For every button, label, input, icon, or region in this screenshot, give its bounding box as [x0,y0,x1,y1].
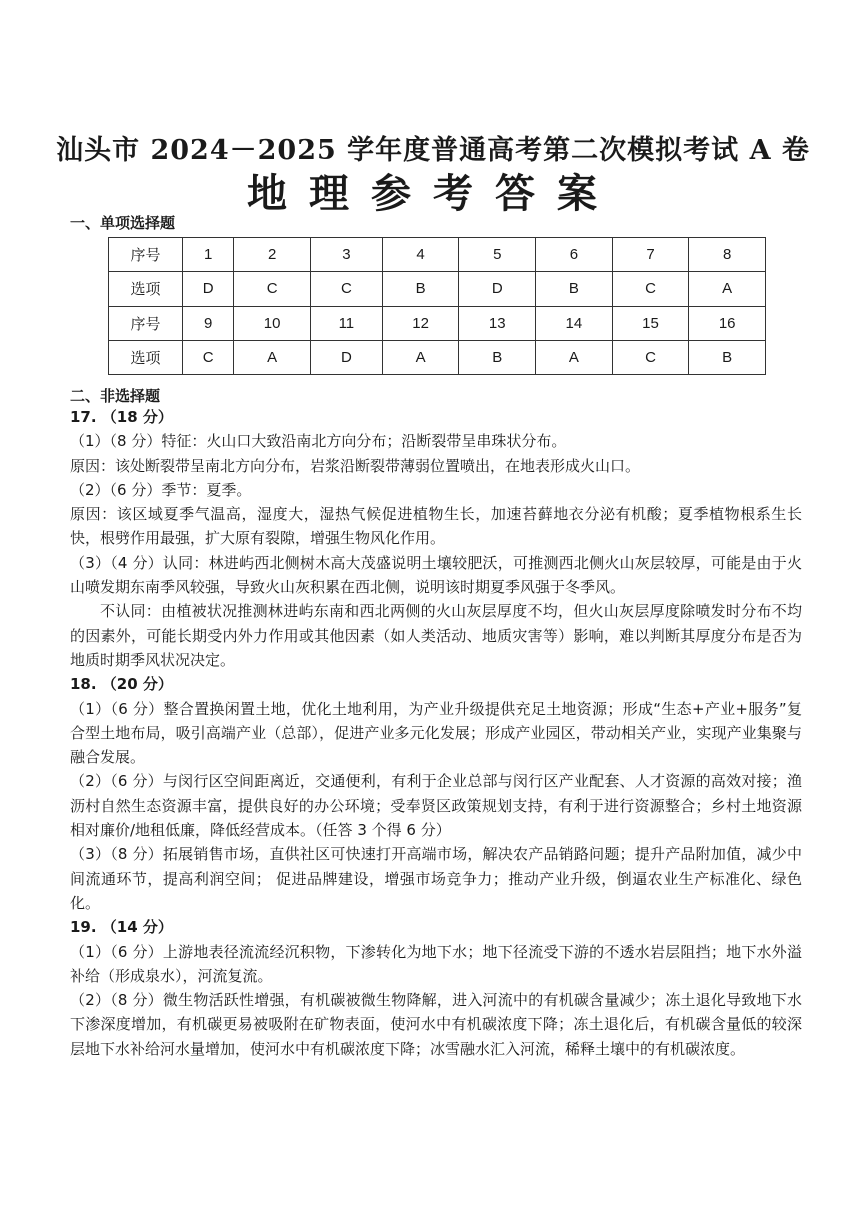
q18-part3: （3）（8 分）拓展销售市场，直供社区可快速打开高端市场，解决农产品销路问题；提升产品附加值，减少中间流通环节，提高利润空间； 促进品牌建设，增强市场竞争力；推动产业升级，倒逼农业生产标准化、绿色化。 [70,845,802,912]
table-cell: 11 [310,306,382,340]
table-cell: D [183,272,234,306]
table-cell: A [536,340,613,374]
question-19-heading: 19. （14 分） [70,918,173,937]
table-cell: 12 [382,306,459,340]
table-cell: B [689,340,766,374]
q17-part2-reason: 原因：该区域夏季气温高，湿度大，湿热气候促进植物生长，加速苔藓地衣分泌有机酸；夏季植物根系生长快，根劈作用最强，扩大原有裂隙，增强生物风化作用。 [70,505,802,548]
table-cell: B [382,272,459,306]
table-cell: A [689,272,766,306]
table-cell: B [536,272,613,306]
table-cell: D [459,272,536,306]
section-heading-single-choice: 一、单项选择题 [70,214,176,232]
table-cell: B [459,340,536,374]
table-cell: C [234,272,311,306]
table-row-header: 序号 [109,306,183,340]
q17-part3-agree: （3）（4 分）认同：林进屿西北侧树木高大茂盛说明土壤较肥沃，可推测西北侧火山灰层较厚，可能是由于火山喷发期东南季风较强，导致火山灰积累在西北侧，说明该时期夏季风强于冬季风。 [70,553,802,597]
answer-body [70,405,802,1061]
table-cell: 15 [612,306,689,340]
q19-part2: （2）（8 分）微生物活跃性增强，有机碳被微生物降解，进入河流中的有机碳含量减少；冻土退化导致地下水下渗深度增加，有机碳更易被吸附在矿物表面，使河水中有机碳浓度下降；冻土退化后，有机碳含量低的较深层地下水补给河水量增加，使河水中有机碳浓度下降；冰雪融水汇入河流，稀释土壤中的有机碳浓度。 [70,991,802,1058]
table-cell: C [612,272,689,306]
q17-part1-reason: 原因：该处断裂带呈南北方向分布，岩浆沿断裂带薄弱位置喷出，在地表形成火山口。 [70,456,641,475]
exam-title: 汕头市 2024－2025 学年度普通高考第二次模拟考试 A 卷 [56,135,810,166]
table-cell: C [183,340,234,374]
table-cell: 5 [459,238,536,272]
q18-part1: （1）（6 分）整合置换闲置土地，优化土地利用，为产业升级提供充足土地资源；形成“生态+产业+服务”复合型土地布局，吸引高端产业（总部），促进产业多元化发展；形成产业园区，带动相关产业，实现产业集聚与融合发展。 [70,699,802,767]
answer-title: 地理参考答案 [247,170,619,217]
q19-part1: （1）（6 分）上游地表径流流经沉积物，下渗转化为地下水；地下径流受下游的不透水岩层阻挡；地下水外溢补给（形成泉水），河流复流。 [70,942,802,985]
table-row-header: 选项 [109,340,183,374]
table-cell: 1 [183,238,234,272]
table-cell: 8 [689,238,766,272]
table-row-header: 序号 [109,238,183,272]
table-cell: A [234,340,311,374]
table-cell: 9 [183,306,234,340]
question-18-heading: 18. （20 分） [70,675,173,694]
table-cell: 13 [459,306,536,340]
table-cell: 2 [234,238,311,272]
table-row-header: 选项 [109,272,183,306]
q17-part3-disagree: 不认同：由植被状况推测林进屿东南和西北两侧的火山灰层厚度不均，但火山灰层厚度除喷发时分布不均的因素外，可能长期受内外力作用或其他因素（如人类活动、地质灾害等）影响，难以判断其厚度分布是否为地质时期季风状况决定。 [70,602,802,669]
table-cell: 6 [536,238,613,272]
table-cell: 14 [536,306,613,340]
table-row [109,272,766,306]
table-cell: D [310,340,382,374]
table-cell: C [612,340,689,374]
q18-part2: （2）（6 分）与闵行区空间距离近，交通便利，有利于企业总部与闵行区产业配套、人才资源的高效对接；渔沥村自然生态资源丰富，提供良好的办公环境；受奉贤区政策规划支持，有利于进行资源整合；乡村土地资源相对廉价/地租低廉，降低经营成本。（任答 3 个得 6 分） [70,772,802,840]
answer-table [108,237,766,375]
table-cell: A [382,340,459,374]
q17-part2: （2）（6 分）季节：夏季。 [70,480,252,499]
table-cell: 16 [689,306,766,340]
table-cell: C [310,272,382,306]
table-row [109,340,766,374]
table-cell: 4 [382,238,459,272]
table-cell: 10 [234,306,311,340]
table-cell: 3 [310,238,382,272]
question-17-heading: 17. （18 分） [70,408,173,426]
table-cell: 7 [612,238,689,272]
section-heading-non-choice: 二、非选择题 [70,387,161,405]
q17-part1: （1）（8 分）特征：火山口大致沿南北方向分布；沿断裂带呈串珠状分布。 [70,432,567,451]
table-row [109,238,766,272]
table-row [109,306,766,340]
